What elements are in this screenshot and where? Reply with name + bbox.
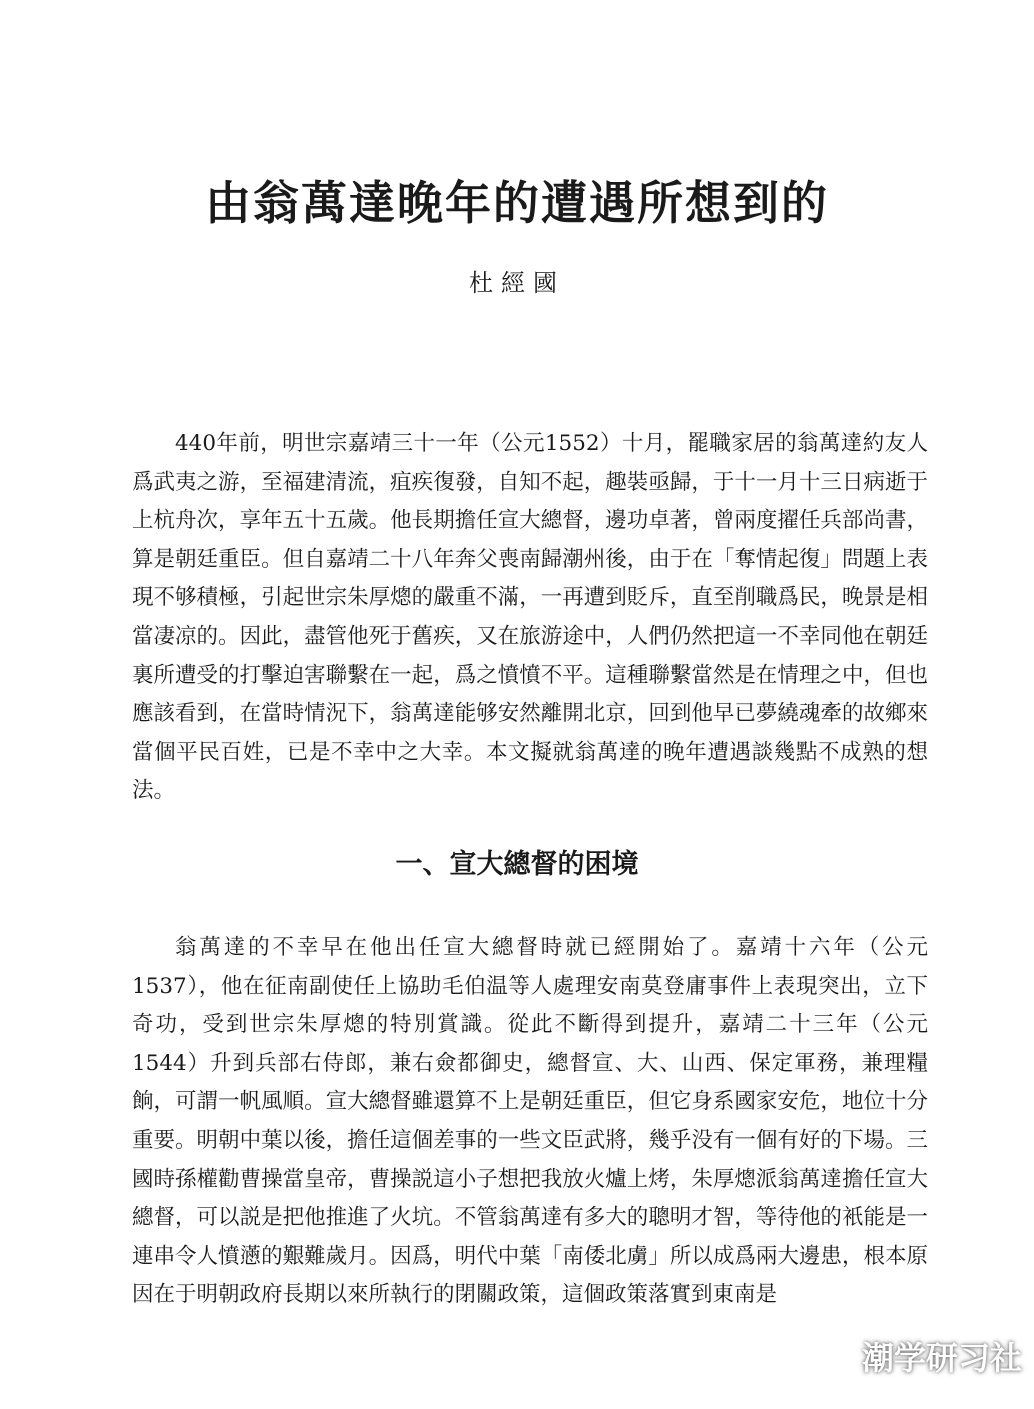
section-paragraph: 翁萬達的不幸早在他出任宣大總督時就已經開始了。嘉靖十六年（公元1537），他在征南副使任上協助毛伯温等人處理安南莫登庸事件上表現突出，立下奇功，受到世宗朱厚熜的特別賞識。從此不斷得到提升，嘉靖二十三年（公元1544）升到兵部右侍郎，兼右僉都御史，總督宣、大、山西、保定軍務，兼理糧餉，可謂一帆風順。宣大總督雖還算不上是朝廷重臣，但它身系國家安危，地位十分重要。明朝中葉以後，擔任這個差事的一些文臣武將，幾乎没有一個有好的下場。三國時孫權勸曹操當皇帝，曹操説這小子想把我放火爐上烤，朱厚熜派翁萬達擔任宣大總督，可以説是把他推進了火坑。不管翁萬達有多大的聰明才智，等待他的衹能是一連串令人憤懣的艱難歲月。因爲，明代中葉「南倭北虜」所以成爲兩大邊患，根本原因在于明朝政府長期以來所執行的閉關政策，這個政策落實到東南是: [132, 935, 928, 1308]
wechat-logo-icon: [808, 1338, 852, 1374]
article-title: 由翁萬達晚年的遭遇所想到的: [205, 176, 829, 230]
watermark: [808, 1333, 1022, 1379]
watermark-text: 潮学研习社: [861, 1339, 1022, 1377]
section-heading: 一、宣大總督的困境: [395, 849, 639, 880]
intro-paragraph: 440年前，明世宗嘉靖三十一年（公元1552）十月，罷職家居的翁萬達約友人爲武夷之游，至福建清流，疽疾復發，自知不起，趣裝亟歸，于十一月十三日病逝于上杭舟次，享年五十五歲。他長期擔任宣大總督，邊功卓著，曾兩度擢任兵部尚書，算是朝廷重臣。但自嘉靖二十八年奔父喪南歸潮州後，由于在「奪情起復」問題上表現不够積極，引起世宗朱厚熜的嚴重不滿，一再遭到貶斥，直至削職爲民，晚景是相當凄凉的。因此，盡管他死于舊疾，又在旅游途中，人們仍然把這一不幸同他在朝廷裏所遭受的打擊迫害聯繫在一起，爲之憤憤不平。這種聯繫當然是在情理之中，但也應該看到，在當時情況下，翁萬達能够安然離開北京，回到他早已夢繞魂牽的故鄉來當個平民百姓，已是不幸中之大幸。本文擬就翁萬達的晚年遭遇談幾點不成熟的想法。: [132, 431, 928, 804]
article-author: 杜經國: [469, 269, 565, 297]
